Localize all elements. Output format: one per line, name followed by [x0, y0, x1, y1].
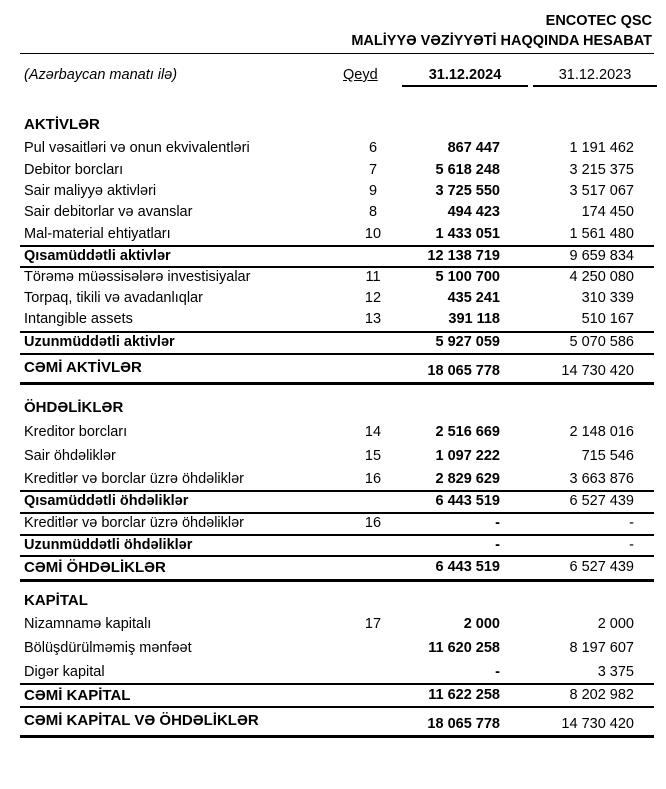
section-equity-title: KAPİTAL [24, 592, 88, 609]
total-equity-liabilities-row: CƏMİ KAPİTAL VƏ ÖHDƏLİKLƏR 18 065 778 14 730 420 [24, 712, 634, 732]
company-name: ENCOTEC QSC [545, 13, 652, 29]
table-row: Mal-material ehtiyatları 10 1 433 051 1 561 480 [24, 226, 634, 242]
header-divider [20, 53, 654, 54]
row-divider [20, 353, 654, 355]
table-row: Kreditor borcları 14 2 516 669 2 148 016 [24, 424, 634, 440]
table-row: Nizamnamə kapitalı 17 2 000 2 000 [24, 616, 634, 632]
total-equity-row: CƏMİ KAPİTAL 11 622 258 8 202 982 [24, 687, 634, 704]
total-liabilities-row: CƏMİ ÖHDƏLİKLƏR 6 443 519 6 527 439 [24, 559, 634, 576]
table-row: Sair debitorlar və avanslar 8 494 423 174 450 [24, 204, 634, 220]
row-divider [20, 706, 654, 708]
total-divider [20, 735, 654, 738]
report-title: MALİYYƏ VƏZİYYƏTİ HAQQINDA HESABAT [351, 33, 652, 49]
table-row: Sair maliyyə aktivləri 9 3 725 550 3 517 067 [24, 183, 634, 199]
total-divider [20, 382, 654, 385]
section-liabilities-title: ÖHDƏLİKLƏR [24, 399, 124, 416]
section-assets-title: AKTİVLƏR [24, 116, 100, 133]
total-assets-row: CƏMİ AKTİVLƏR 18 065 778 14 730 420 [24, 359, 634, 379]
subtotal-row: Qısamüddətli öhdəliklər 6 443 519 6 527 439 [24, 493, 634, 509]
table-row: Torpaq, tikili və avadanlıqlar 12 435 241 310 339 [24, 290, 634, 306]
subtotal-row: Uzunmüddətli aktivlər 5 927 059 5 070 586 [24, 334, 634, 350]
subtotal-row: Uzunmüddətli öhdəliklər - - [24, 537, 634, 553]
column-header-2024: 31.12.2024 [402, 67, 528, 87]
table-row: Bölüşdürülməmiş mənfəət 11 620 258 8 197 607 [24, 640, 634, 656]
table-row: Digər kapital - 3 375 [24, 664, 634, 680]
table-row: Kreditlər və borclar üzrə öhdəliklər 16 2 829 629 3 663 876 [24, 471, 634, 487]
table-row: Kreditlər və borclar üzrə öhdəliklər 16 - - [24, 515, 634, 531]
subtotal-row: Qısamüddətli aktivlər 12 138 719 9 659 834 [24, 248, 634, 264]
table-row: Debitor borcları 7 5 618 248 3 215 375 [24, 162, 634, 178]
table-row: Intangible assets 13 391 118 510 167 [24, 311, 634, 327]
table-row: Törəmə müəssisələrə investisiyalar 11 5 100 700 4 250 080 [24, 269, 634, 285]
column-header-note: Qeyd [343, 67, 378, 83]
table-row: Pul vəsaitləri və onun ekvivalentləri 6 867 447 1 191 462 [24, 140, 634, 156]
table-row: Sair öhdəliklər 15 1 097 222 715 546 [24, 448, 634, 464]
currency-note: (Azərbaycan manatı ilə) [24, 67, 178, 83]
total-divider [20, 579, 654, 582]
column-header-2023: 31.12.2023 [533, 67, 657, 87]
